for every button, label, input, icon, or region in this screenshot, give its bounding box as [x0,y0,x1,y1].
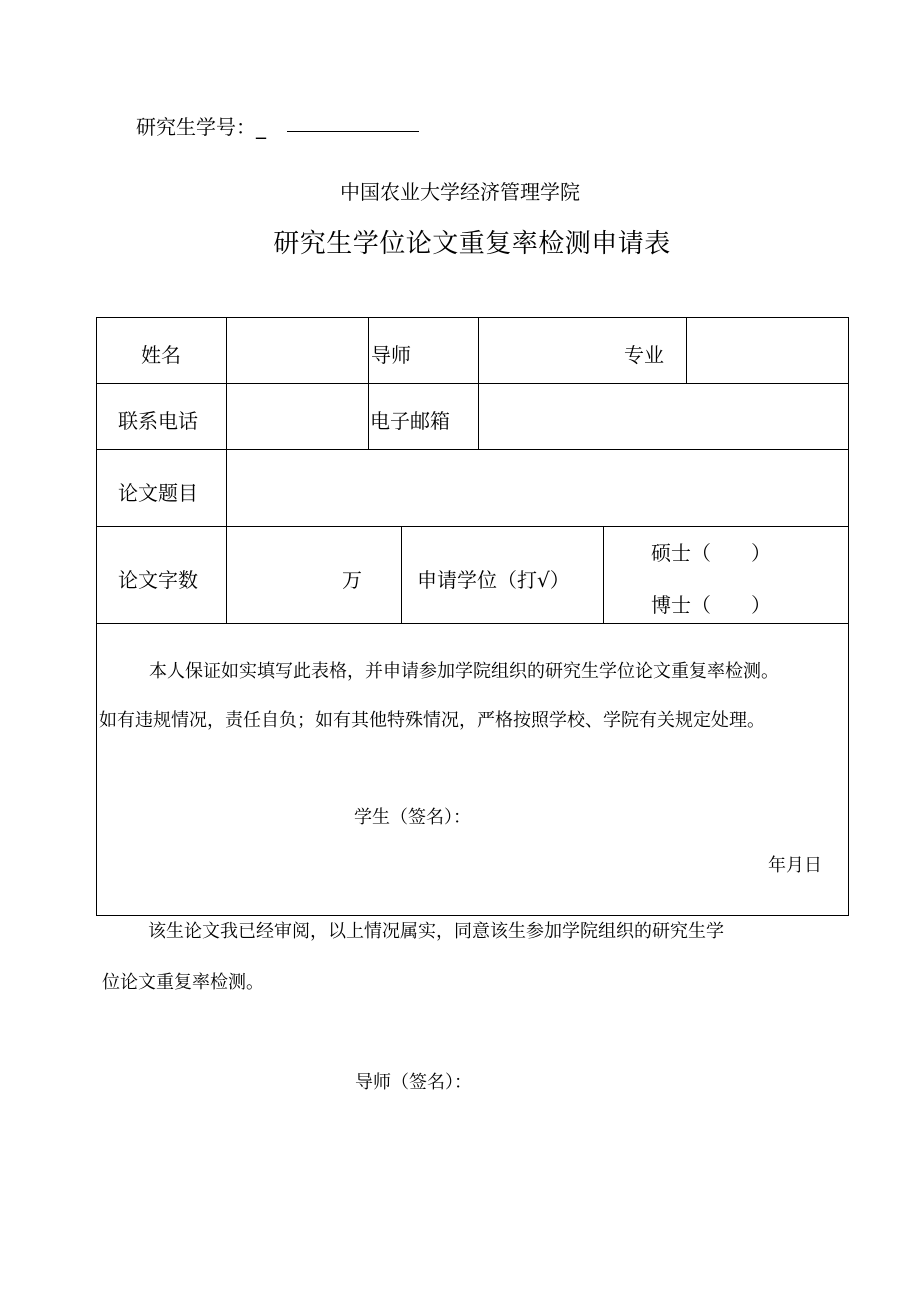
major-input[interactable] [687,318,848,383]
thesis-title-label: 论文题目 [118,481,198,505]
advisor-statement-line-2: 位论文重复率检测。 [102,972,264,993]
name-label: 姓名 [141,343,181,367]
declaration-line-1: 本人保证如实填写此表格，并申请参加学院组织的研究生学位论文重复率检测。 [149,661,779,682]
name-input[interactable] [227,318,368,383]
student-id-label: 研究生学号：_ [136,115,266,139]
degree-label: 申请学位（打√） [417,568,570,592]
word-count-unit: 万 [342,568,362,592]
student-id-underline [287,131,419,132]
master-degree-option[interactable]: 硕士（ ） [651,541,771,565]
student-id-value: _ [256,115,266,139]
advisor-label: 导师 [371,343,411,367]
college-name: 中国农业大学经济管理学院 [340,180,580,204]
thesis-title-input[interactable] [227,450,848,526]
advisor-signature-field[interactable] [485,1063,705,1093]
email-label: 电子邮箱 [370,409,450,433]
declaration-date-label: 年月日 [768,855,822,876]
form-title: 研究生学位论文重复率检测申请表 [273,229,671,259]
student-signature-field[interactable] [490,798,710,828]
student-signature-label: 学生（签名）： [354,807,471,828]
phone-label: 联系电话 [118,409,198,433]
word-count-label: 论文字数 [118,568,198,592]
advisor-input[interactable] [479,318,619,383]
email-input[interactable] [479,384,848,449]
declaration-line-2: 如有违规情况，责任自负；如有其他特殊情况，严格按照学校、学院有关规定处理。 [99,710,765,731]
doctor-degree-option[interactable]: 博士（ ） [651,593,771,617]
advisor-statement-line-1: 该生论文我已经审阅，以上情况属实，同意该生参加学院组织的研究生学 [148,921,724,942]
word-count-input[interactable] [227,527,337,623]
major-label: 专业 [624,343,664,367]
advisor-signature-label: 导师（签名）： [355,1072,472,1093]
phone-input[interactable] [227,384,368,449]
